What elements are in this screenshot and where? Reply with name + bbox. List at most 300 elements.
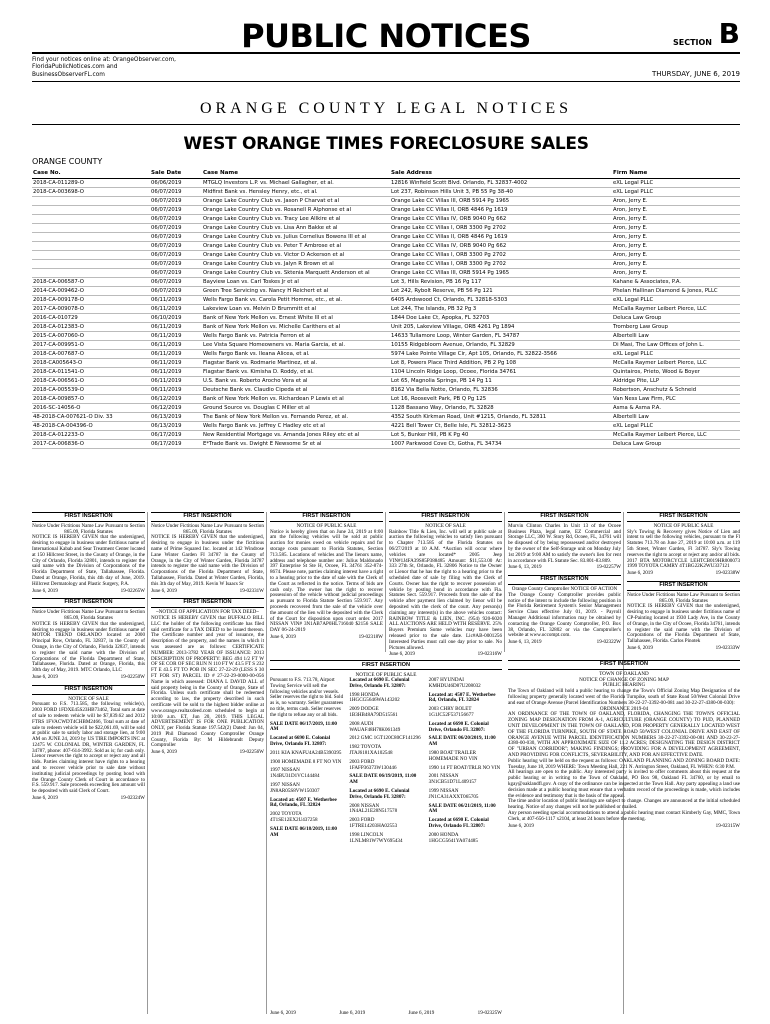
notice-code: 19-02331W <box>239 587 264 594</box>
table-cell: Aron, Jerry E. <box>612 223 740 232</box>
notice-paragraph: Any person needing special accommodations to attend a public hearing must contact Kimberly Gay, MMC, Town Clerk, at 407-656-1117 x2104, at least 24 hours before the meeting. <box>508 809 740 822</box>
table-cell: 2018-CA-009178-O <box>32 295 150 304</box>
notice-date: June 6, 2019 <box>270 633 296 640</box>
table-cell: 48-2018-CA-007621-O Div. 33 <box>32 412 150 421</box>
notice-date: June 6, 2019 <box>408 1010 435 1016</box>
table-cell: Lot 3, Hills Revision, PB 16 Pg 117 <box>390 277 612 286</box>
notice-footer <box>627 646 740 652</box>
legal-notice <box>32 685 145 802</box>
notice-footer <box>508 565 621 571</box>
notice-column-1 <box>32 512 145 1014</box>
sale-line: 2002 TOYOTA 4T1SE12EX2U437258 <box>270 811 318 823</box>
airport-towing-notice <box>270 660 502 1014</box>
header-rule <box>32 52 740 54</box>
table-cell: Lot 8, Powers Place Third Addition, PB 2 Pg 108 <box>390 358 612 367</box>
sale-line: Located at: 4507 E. Wetherbee Rd, Orlando, FL 32824 <box>270 796 337 809</box>
sale-line: 2003 FORD 1FAFP36373W130446 <box>349 758 397 771</box>
legal-notice <box>270 512 383 641</box>
table-cell: McCalla Raymer Leibert Pierce, LLC <box>612 430 740 439</box>
table-cell: 06/07/2019 <box>150 241 202 250</box>
table-cell: Orange Lake Country Club vs. Julius Cornelius Bowens III et al <box>202 232 390 241</box>
table-cell: Orange Lake Country Club vs. Sktenia Marquett Anderson et al <box>202 268 390 277</box>
table-cell: 2018-CA-005539-O <box>32 385 150 394</box>
sale-line: 2009 DODGE 1B3HB48A79D515561 <box>349 706 398 718</box>
table-cell: Aron, Jerry E. <box>612 232 740 241</box>
table-cell: Lot 237, Robinson Hills Unit 3, PB 55 Pg 38-40 <box>390 187 612 196</box>
legal-notice <box>32 512 145 594</box>
table-cell: MTGLQ Investors L.P. vs. Michael Gallagher, et al. <box>202 178 390 187</box>
notice-code: 19-02315W <box>715 822 740 829</box>
notice-date: June 6, 2019 <box>627 644 653 651</box>
date-rule <box>32 81 740 82</box>
table-row <box>32 214 740 223</box>
table-cell: Orange Lake CC Villas III, ORB 5914 Pg 1965 <box>390 196 612 205</box>
table-cell: 2018-CA-011289-O <box>32 178 150 187</box>
table-cell: 2018-CA005643-O <box>32 358 150 367</box>
notice-code: 19-02338W <box>715 570 740 577</box>
table-cell: 2015-CA-007060-O <box>32 331 150 340</box>
column-header: Case Name <box>202 169 390 178</box>
sale-line: SALE DATE 06/21/2019, 11:00 AM <box>428 802 496 815</box>
table-cell: Asma & Asma P.A. <box>612 403 740 412</box>
notice-footer <box>32 796 145 802</box>
table-cell: Bank of New York Mellon vs. Michelle Carithers et al <box>202 322 390 331</box>
notice-body: Notice is hereby given that on June 24, 2019 at 8:00 am the following vehicles will be sold at public auction for monies owed on vehicle repairs and for storage costs pursuant to Florida Statutes, Section 713.585. Locations of vehicles and The lienors name, address and telephone number are: Julius Maldonado 397 Enterprise St Ste H, Ocoee, FL 34761 352-874-8674. Please note, parties claiming interest have a right to a hearing prior to the date of sale with the Clerk of the Court as reflected in the notice. Terms of bids are cash only. The owner has the right to recover possession of the vehicle without judicial proceedings as pursuant to Florida Statute Section 559.917. Any proceeds recovered from the sale of the vehicle over the amount of the lien will be deposited with the Clerk of the Court for disposition upon court order. 2017 NISSAN VIN# 3N1AB7AP0HL716040 $2156 SALE DAY 06-24-2019 <box>270 528 383 634</box>
notice-body: NOTICE IS HEREBY GIVEN that the undersigned, desiring to engage in business under fictitious name of CP-Painting located at 1930 Lady Ave, in the County of Orange, in the City of Ocoee, Florida 34761, intends to register the said name with the Division of Corporations of the Florida Department of State, Tallahassee, Florida. Carlos Pinotek <box>627 603 740 645</box>
table-cell: 06/07/2019 <box>150 196 202 205</box>
table-cell: 06/11/2019 <box>150 349 202 358</box>
table-row <box>32 313 740 322</box>
table-cell <box>32 232 150 241</box>
sale-line: 1900 HOMEMADE 8 FT NO VIN <box>270 758 342 765</box>
table-cell: 2018-CA-003698-O <box>32 187 150 196</box>
table-cell: eXL Legal PLLC <box>612 349 740 358</box>
table-cell: 2017-CA-006836-O <box>32 439 150 448</box>
sale-line: 1990 14 FT BOAT/TRLR NO VIN <box>428 764 501 771</box>
notice-date: June 6, 2019 <box>32 673 58 680</box>
legal-notice <box>508 575 621 646</box>
table-cell: 8162 Via Bella Notte, Orlando, FL 32836 <box>390 385 612 394</box>
table-cell <box>32 196 150 205</box>
notice-body: Rainbow Title & Lien, Inc. will sell at public sale at auction the following vehicles to satisfy lien pursuant to Chapter 713.585 of the Florida Statutes on 06/27/2019 at 10 A.M. *Auction will occur where vehicles are located* 2005 Jeep VIN#1J4FA39S85P388485 Amount: $11,553.00 At: 333 27th St, Orlando, FL 32806 Notice to the Owner or Lienor that he has the right to a hearing prior to the scheduled date of sale by filing with the Clerk of Courts. Owner has the right to recover possession of vehicle by posting bond in accordance with Fla. Statutes Sect. 559.917. Proceeds from the sale of the vehicle after payment lien claimed by lienor will be deposited with the clerk of the court. Any person(s) claiming any interest(s) in the above vehicles contact: RAINBOW TITLE & LIEN, INC. (954) 920-6020 ALL AUCTIONS ARE HELD WITH RESERVE. 25% Buyers Premium Some vehicles may have been released prior to the sale date. Lic#AB-0001256 Interested Parties must call one day prior to sale. No Pictures allowed. <box>389 528 502 651</box>
table-row <box>32 367 740 376</box>
notice-body: NOTICE IS HEREBY GIVEN that BUFFALO BILL LLC the holder of the following certificate has filed said certificate for a TAX DEED to be issued thereon. The Certificate number and year of issuance, the description of the property, and the names in which it was assessed are as follows: CERTIFICATE NUMBER: 2013-3782 YEAR OF ISSUANCE: 2013 DESCRIPTION OF PROPERTY: BEG 494 1/2 FT W OF SE COR OF SEC RUN N 110 FT W 43.5 FT S 232 FT E 43.5 FT TO POB IN SEC 27-22-29 (LESS S 30 FT FOR ST) PARCEL ID # 27-22-29-0000-00-056 Name in which assessed: DIANA L DAVID ALL of said property being in the County of Orange, State of Florida. Unless such certificate shall be redeemed according to law, the property described in such certificate will be sold to the highest bidder online at www.orange.realtaxdeed.com scheduled to begin at 10:00 a.m. ET, Jun 20, 2019. THIS LEGAL ADVERTISEMENT IS FOR ONE PUBLICATION ONLY, per Florida Statute 197.542(2) Dated: Jun 04, 2019 Phil Diamond County Comptroller Orange County, Florida By: M Hildebrandt Deputy Comptroller <box>151 614 264 749</box>
table-cell: 06/07/2019 <box>150 214 202 223</box>
insertion-label: FIRST INSERTION <box>627 512 740 522</box>
notice-paragraph: The time and/or location of public hearings are subject to change. Changes are announced at the initial scheduled hearing. Notice of any changes will not be published or mailed. <box>508 798 740 811</box>
table-cell: Bank of New York Mellon vs. Richardean P Lewis et al <box>202 394 390 403</box>
sale-line: 2000 HONDA 1HGCG5641YA074485 <box>428 831 478 844</box>
table-cell: 1007 Parkwood Cove Ct, Gotha, FL 34734 <box>390 439 612 448</box>
find-line: FloridaPublicNotices.com and <box>32 64 118 71</box>
table-cell: Orange Lake CC Villas I, ORB 3300 Pg 2702 <box>390 223 612 232</box>
table-row <box>32 223 740 232</box>
table-cell: Orange Lake Country Club vs. Peter T Ambrose et al <box>202 241 390 250</box>
notice-code: 19-02325W <box>477 1010 502 1016</box>
foreclosure-sales-title: WEST ORANGE TIMES FORECLOSURE SALES <box>183 134 589 154</box>
table-row <box>32 250 740 259</box>
table-cell: eXL Legal PLLC <box>612 421 740 430</box>
sale-line: 1997 NISSAN 1N4BU31D1VC144484 <box>270 767 320 780</box>
notice-paragraph: Public hearing will be held on the request as follows: OAKLAND PLANNING AND ZONING BOARD DATE: Tuesday, June 18, 2019 WHERE: Town Meeting Hall, 221 N. Arrington Street, Oakland, FL WHEN: 6:30 P.M. <box>508 757 740 770</box>
notice-body <box>270 678 502 1008</box>
table-cell: 06/11/2019 <box>150 331 202 340</box>
notice-code: 19-02333W <box>715 644 740 651</box>
table-cell: The Bank of New York Mellon vs. Fernando Perez, et al. <box>202 412 390 421</box>
table-cell: Orange Lake Country Club vs. Jalyn R Brown et al <box>202 259 390 268</box>
notice-body: NOTICE IS HEREBY GIVEN that the undersigned, desiring to engage in business under fictitious name of MOTOR TREND ORLANDO located at 2000 Principal Row, Orlando, FL 32837, in the County of Orange, in the City of Orlando, Florida 32837, intends to register the said name with the Division of Corporations of the Florida Department of State, Tallahassee, Florida. Dated at Orange, Florida, this 30th day of May, 2019. MTC Orlando, LLC <box>32 620 145 674</box>
table-cell: Aron, Jerry E. <box>612 241 740 250</box>
table-cell: 12816 Winfield Scott Blvd. Orlando, FL 32837-4002 <box>390 178 612 187</box>
table-cell: 06/17/2019 <box>150 439 202 448</box>
table-cell: 06/13/2019 <box>150 412 202 421</box>
sale-line: Located at 6690 E. Colonial Drive, Orlando FL 32807: <box>428 817 489 829</box>
table-cell: McCalla Raymer Leibert Pierce, LLC <box>612 304 740 313</box>
legal-notice <box>151 598 264 756</box>
table-cell: Midfirst Bank vs. Hensley Henry, etc., et al. <box>202 187 390 196</box>
table-cell: 06/07/2019 <box>150 223 202 232</box>
table-cell <box>32 205 150 214</box>
table-cell: 4352 South Kirkman Road, Unit #1215, Orlando, FL 32811 <box>390 412 612 421</box>
table-cell: 06/11/2019 <box>150 367 202 376</box>
publication-date: THURSDAY, JUNE 6, 2019 <box>652 70 740 78</box>
table-cell: 06/06/2019 <box>150 178 202 187</box>
table-cell: Bank of New York Mellon vs. Ernest White III et al <box>202 313 390 322</box>
table-cell: Flagstar Bank vs. Kimisha D. Roddy, et al. <box>202 367 390 376</box>
notice-date: June 6, 2019 <box>389 651 415 658</box>
table-cell: Wells Fargo Bank vs. Carola Petit Homme, etc., et al. <box>202 295 390 304</box>
sale-line: 2003 CHRY BOLET 1G1JC52F537156677 <box>428 706 474 718</box>
notice-body: Murvin Clinton Charles In Unit 13 of the Ocoee Business Plaza, legal name, EZ Commercial and Storage LLC, 300 W. Story Rd, Ocoee, FL, 34761 will be disposed of by being repossessed and/or destroyed by the owner of the Self-Storage unit on Monday July 1st 2019 at 9:00 AM to satisfy the owner's lien for rent in accordance with FL Statute Sec. 83.801-83.809. <box>508 522 621 564</box>
table-cell: eXL Legal PLLC <box>612 295 740 304</box>
notice-body: Pursuant to F.S. 713.585, the following vehicle(s), 2003 FORD 1FDXE45S23HB73462, Total sum at date of sale to redeem vehicle will be $7,839.62 and 2012 FTRS 1FVACWDT4CHBM2466, Total sum at date of sale to redeem vehicle will be $22,061.69, will be sold at public sale to satisfy labor and storage lien, at 9:00 AM on JUNE 24, 2019 by US TIRE IMPORTS INC at 12475 W. COLONIAL DR, WINTER GARDEN, FL 34787, phone: 407-614-3992. Sold as is; for cash only. Lienor reserves the right to accept or reject any and all bids. Parties claiming interest have rights to a hearing and to recover vehicle prior to sale date without instituting judicial proceedings by posting bond with the Orange County Clerk of Court in accordance to F.S. 559.917. Sale proceeds exceeding lien amount will be deposited with said Clerk of Court. <box>32 701 145 795</box>
column-header: Sale Address <box>390 169 612 178</box>
table-cell: 2018-CA-011541-O <box>32 367 150 376</box>
table-cell: Orange Lake CC Villas I, ORB 3300 Pg 2702 <box>390 250 612 259</box>
table-cell: Orange Lake CC Villas IV, ORB 9040 Pg 662 <box>390 241 612 250</box>
table-cell: 06/07/2019 <box>150 250 202 259</box>
column-header: Firm Name <box>612 169 740 178</box>
table-row <box>32 331 740 340</box>
table-cell: 2014-CA-009462-O <box>32 286 150 295</box>
table-cell: eXL Legal PLLC <box>612 178 740 187</box>
insertion-label: FIRST INSERTION <box>389 512 502 522</box>
legal-notice <box>627 581 740 652</box>
table-cell: Orange Lake CC Villas III, ORB 5914 Pg 1965 <box>390 268 612 277</box>
table-cell: Di Masi, The Law Offices of John L. <box>612 340 740 349</box>
table-cell: Aldridge Pite, LLP <box>612 376 740 385</box>
table-cell: 10155 Ridgebloom Avenue, Orlando, FL 32829 <box>390 340 612 349</box>
foreclosure-sales-table <box>32 169 740 449</box>
table-cell: Lot 244, The Islands, PB 32 Pg 3 <box>390 304 612 313</box>
table-row <box>32 340 740 349</box>
notice-code: 19-02257W <box>596 564 621 571</box>
table-cell: McCalla Raymer Leibert Pierce, LLC <box>612 358 740 367</box>
table-cell: Orange Lake Country Club vs. Victor D Ackerson et al <box>202 250 390 259</box>
notice-footer <box>270 635 383 641</box>
banner-rule <box>32 124 740 125</box>
notice-paragraph: The Town of Oakland will hold a public hearing to change the Town's Official Zoning Map Designation of the following property generally located west of the Florida Turnpike, south of State Road 50/West Colonial Drive and east of Orange Avenue (Parcel Identification Numbers 30-22-27-3392-00-081 and 30-22-27-4380-00-030): <box>508 688 740 706</box>
ordinance-number: ORDINANCE 2019-04 <box>599 705 649 712</box>
table-row <box>32 421 740 430</box>
table-cell: 06/07/2019 <box>150 205 202 214</box>
table-cell: 2018-CA-009857-O <box>32 394 150 403</box>
table-header-row <box>32 169 740 178</box>
table-row <box>32 358 740 367</box>
sale-line: 2012 GMC 1GT120C80CF141296 <box>349 735 421 742</box>
sale-line: 2008 NISSAN 1N4AL21E28N517578 <box>349 802 398 815</box>
notice-code: 19-02318W <box>358 633 383 640</box>
notice-date: June 6, 2019 <box>627 570 653 577</box>
notice-date: June 6, 2019 <box>32 587 58 594</box>
table-cell: Robertson, Anschutz & Schneid <box>612 385 740 394</box>
table-cell: 06/11/2019 <box>150 340 202 349</box>
notice-code: 19-02256W <box>239 749 264 756</box>
sale-line: SALE DATE 06/20/2019, 11:00 AM <box>428 735 496 748</box>
notice-heading: PUBLIC HEARING <box>602 682 646 689</box>
sale-line: 2007 HYUNDAI KMHDU46D87U208032 <box>428 677 481 689</box>
table-cell: 2016-CA-010729 <box>32 313 150 322</box>
legal-notices-area <box>32 512 740 1014</box>
column-header: Case No. <box>32 169 150 178</box>
notice-date: June 6, 2019 <box>508 822 534 829</box>
table-cell: 14633 Tullamore Loop, Winter Garden, FL 34787 <box>390 331 612 340</box>
table-cell: Orange Lake CC Villas II, ORB 4846 Pg 1619 <box>390 205 612 214</box>
table-row <box>32 322 740 331</box>
notice-code: 19-02250W <box>120 673 145 680</box>
find-line: Find your notices online at: OrangeObserver.com, <box>32 57 177 63</box>
notice-date: June 6, 13, 2019 <box>508 564 542 571</box>
table-cell: Orange Lake CC Villas II, ORB 4846 Pg 1619 <box>390 232 612 241</box>
table-cell: Deluca Law Group <box>612 313 740 322</box>
notice-date: June 6, 2019 <box>339 1010 366 1016</box>
insertion-label: FIRST INSERTION <box>508 512 621 522</box>
sale-line: 1997 NISSAN JN8AR05S8VW150307 <box>270 781 320 794</box>
table-cell: Green Tree Servicing vs. Nancy H Reichert et al <box>202 286 390 295</box>
sale-line: 1980 BOAT TRAILER HOMEMADE NO VIN <box>428 749 478 762</box>
sale-line: Located at 6690 E. Colonial Drive, Orlando FL 32807: <box>270 735 331 747</box>
table-cell: Van Ness Law Firm, PLC <box>612 394 740 403</box>
find-line: BusinessObserverFL.com <box>32 71 105 78</box>
table-cell: 6405 Ardswood Ct, Orlando, FL 32818-5303 <box>390 295 612 304</box>
table-cell: Flagstar Bank vs. Rodmarie Martinez, et al. <box>202 358 390 367</box>
table-cell: Albertelli Law <box>612 412 740 421</box>
table-cell: 48-2018-CA-004396-O <box>32 421 150 430</box>
sale-line: 2008 AUDI WAUAF48H78K061349 <box>349 720 401 733</box>
table-cell: Aron, Jerry E. <box>612 250 740 259</box>
legal-notice <box>508 512 621 571</box>
sale-line: 1998 HONDA 1HGCG5646WA143202 <box>349 691 400 704</box>
notice-column-3 <box>270 512 383 652</box>
table-cell: 2017-CA-009078-O <box>32 304 150 313</box>
table-cell: 2017-CA-009951-O <box>32 340 150 349</box>
notice-heading: NOTICE OF CHANGE OF ZONING MAP <box>579 676 669 683</box>
table-cell <box>32 250 150 259</box>
table-cell: New Residential Mortgage vs. Amanda Jones Riley etc et al <box>202 430 390 439</box>
insertion-label: FIRST INSERTION <box>508 575 621 585</box>
table-cell: 06/17/2019 <box>150 430 202 439</box>
notice-code: 19-02322W <box>596 639 621 646</box>
table-cell: 06/12/2019 <box>150 403 202 412</box>
insertion-label: FIRST INSERTION <box>32 685 145 695</box>
notice-heading: Notice Under Fictitious Name Law Pursuant to Section 865.09, Florida Statutes <box>627 591 740 604</box>
sale-line: Located at: 4507 E. Wetherbee Rd, Orlando, FL 32824 <box>428 691 496 704</box>
notice-footer <box>389 652 502 658</box>
insertion-label: FIRST INSERTION <box>508 660 740 670</box>
notice-body: Sly's Towing & Recovery gives Notice of Lien and intent to sell the following vehicles, pursuant to the Fl Statutes 713.78 on June 27, 2019 at 10:00 a.m. at 119 5th Street, Winter Garden, Fl 34787. Sly's Towing reserves the right to accept or reject any and/or all bids. 2017 BTA MOTORCYCLE LEHTCB019HR000073 1999 TOYOTA CAMRY 4T1BG22K2WU337121 <box>627 528 741 570</box>
table-cell: 06/07/2019 <box>150 187 202 196</box>
find-notices-online <box>32 57 176 79</box>
table-cell: Lot 5, Bunker Hill, PB K Pg 40 <box>390 430 612 439</box>
table-cell: 1104 Lincoln Ridge Loop, Ocoee, Florida 34761 <box>390 367 612 376</box>
notice-heading: Orange County Comptroller NOTICE OF ACTION <box>511 585 618 592</box>
notice-heading: NOTICE OF SALE <box>425 522 466 529</box>
table-cell: 06/12/2019 <box>150 394 202 403</box>
section-label: SECTION <box>672 38 712 47</box>
legal-notice <box>627 512 740 577</box>
table-row <box>32 412 740 421</box>
table-cell: Orange Lake Country Club vs. Rosanell R Alphonse et al <box>202 205 390 214</box>
table-cell: E*Trade Bank vs. Dwight E Newsome Sr et al <box>202 439 390 448</box>
notice-column-2 <box>151 512 264 1014</box>
table-cell <box>32 268 150 277</box>
table-cell: Kahane & Associates, P.A. <box>612 277 740 286</box>
table-cell: Orange Lake Country Club vs. Tracy Lee Allkire et al <box>202 214 390 223</box>
notice-paragraph: AN ORDINANCE OF THE TOWN OF OAKLAND, FLORIDA, CHANGING THE TOWN'S OFFICIAL ZONING MAP DESIGNATION FROM A-1, AGRICULTURE (ORANGE COUNTY) TO PUD, PLANNED UNIT DEVELOPMENT IN THE TOWN OF OAKLAND, FOR PROPERTY GENERALLY LOCATED WEST OF THE FLORIDA TURNPIKE, SOUTH OF STATE ROAD 50/WEST COLONIAL DRIVE AND EAST OF ORANGE AVENUE WITH PARCEL IDENTIFICATION NUMBERS 30-22-27-3392-00-081 AND 30-22-27-4380-00-030, WITH AN APPROXIMATE SIZE OF 11.2 ACRES; DESIGNATING THE DESIGN DISTRICT OF "URBAN CORRIDOR"; MAKING FINDINGS; PROVIDING FOR A DEVELOPMENT AGREEMENT, AND PROVIDING FOR CONFLICTS, SEVERABILITY, AND FOR AN EFFECTIVE DATE. <box>508 711 740 758</box>
notice-paragraph: All hearings are open to the public. Any interested party is invited to offer comments about this request at the public hearing or in writing to the Town of Oakland, PO Box 98, Oakland FL 34760, or by email to kgay@oaklandfl.gov. A copy of the ordinance can be inspected at the Town Hall. Any party appealing a land use decision made at a public hearing must ensure that a verbatim record of the proceedings is made, which includes the evidence and testimony that is the basis of the appeal. <box>508 769 740 799</box>
table-row <box>32 232 740 241</box>
table-row <box>32 349 740 358</box>
sale-line: Pursuant to F.S. 713.78, Airport Towing Service will sell the following vehicles and/or vessels. Seller reserves the right to bid. Sold as is, no warranty. Seller guarantees no title, terms cash. Seller reserves the right to refuse any or all bids. <box>270 677 344 718</box>
table-cell: Aron, Jerry E. <box>612 214 740 223</box>
table-cell: 5974 Lake Pointe Village Cir, Apt 105, Orlando, FL 32822-3566 <box>390 349 612 358</box>
notice-footer <box>627 571 740 577</box>
table-cell <box>32 259 150 268</box>
sale-line: 2003 FORD 1FTRE14203HA02553 <box>349 817 398 829</box>
notice-footer <box>508 824 740 830</box>
table-cell: 2018-CA-006561-O <box>32 376 150 385</box>
table-row <box>32 304 740 313</box>
table-cell: Tromberg Law Group <box>612 322 740 331</box>
table-row <box>32 295 740 304</box>
table-cell: 06/07/2019 <box>150 259 202 268</box>
notice-heading: NOTICE OF SALE <box>68 695 109 702</box>
table-cell: Aron, Jerry E. <box>612 259 740 268</box>
table-cell: 2018-CA-007687-O <box>32 349 150 358</box>
table-cell: 06/11/2019 <box>150 385 202 394</box>
table-row <box>32 241 740 250</box>
insertion-label: FIRST INSERTION <box>32 598 145 608</box>
table-cell: 06/11/2019 <box>150 358 202 367</box>
table-row <box>32 277 740 286</box>
sale-line: 1999 NISSAN JN1CA31AXXT065705 <box>428 787 479 800</box>
table-cell: 06/07/2019 <box>150 268 202 277</box>
table-cell: Orange Lake Country Club vs. Lisa Ann Bakke et al <box>202 223 390 232</box>
insertion-label: FIRST INSERTION <box>151 598 264 608</box>
notice-footer <box>508 640 621 646</box>
table-row <box>32 394 740 403</box>
table-cell: Unit 205, Lakeview Village, ORB 4261 Pg 1894 <box>390 322 612 331</box>
notice-heading: NOTICE OF PUBLIC SALE <box>653 522 714 529</box>
table-cell: 06/07/2019 <box>150 277 202 286</box>
notice-code: 19-02265W <box>120 587 145 594</box>
table-row <box>32 385 740 394</box>
sale-line: 1998 LINCOLN 1LNLM81W7WY695434 <box>349 831 403 844</box>
table-cell: Aron, Jerry E. <box>612 268 740 277</box>
notice-heading: Notice Under Fictitious Name Law Pursuant to Section 865.09, Florida Statutes <box>32 609 145 621</box>
table-cell: 06/07/2019 <box>150 286 202 295</box>
notice-heading: ~NOTICE OF APPLICATION FOR TAX DEED~ <box>155 609 260 616</box>
county-label: ORANGE COUNTY <box>32 157 103 166</box>
notice-date: June 6, 2019 <box>151 749 177 756</box>
section-letter: B <box>718 17 740 50</box>
insertion-label: FIRST INSERTION <box>270 512 383 522</box>
table-row <box>32 439 740 448</box>
table-cell: Deutsche Bank vs. Claudio Cipeda et al <box>202 385 390 394</box>
table-cell: 1844 Doe Lake Ct, Apopka, FL 32703 <box>390 313 612 322</box>
table-cell: Aron, Jerry E. <box>612 205 740 214</box>
table-cell: Orange Lake CC Villas IV, ORB 9040 Pg 662 <box>390 214 612 223</box>
publication-title: PUBLIC NOTICES <box>241 17 531 55</box>
table-cell: 2018-CA-006587-O <box>32 277 150 286</box>
table-cell: 06/10/2019 <box>150 313 202 322</box>
insertion-label: FIRST INSERTION <box>627 581 740 591</box>
notice-code: 19-02324W <box>120 795 145 802</box>
table-row <box>32 403 740 412</box>
table-row <box>32 268 740 277</box>
notice-date: June 6, 2019 <box>151 587 177 594</box>
table-cell: 06/13/2019 <box>150 421 202 430</box>
notice-heading: TOWN OF OAKLAND <box>599 670 649 677</box>
sale-line: Located at 6690 E. Colonial Drive, Orlando FL 32807: <box>428 720 489 733</box>
notice-footer <box>151 750 264 756</box>
table-cell: 1128 Bassano Way, Orlando, FL 32828 <box>390 403 612 412</box>
notice-footer <box>32 589 145 595</box>
county-legal-notices-banner: ORANGE COUNTY LEGAL NOTICES <box>199 100 573 117</box>
table-cell: 4221 Bell Tower Ct, Belle Isle, FL 32812-3623 <box>390 421 612 430</box>
notice-heading: Notice Under Fictitious Name Law Pursuant to Section 865.09, Florida Statutes <box>151 522 264 535</box>
sale-line: Located at 6690 E. Colonial Drive, Orlando FL 32807: <box>349 677 410 689</box>
notice-date: June 6, 2019 <box>270 1010 296 1016</box>
table-cell: Lot 16, Roosevelt Park, PB Q Pg 125 <box>390 394 612 403</box>
table-cell: U.S. Bank vs. Roberto Arocho Vera et al <box>202 376 390 385</box>
table-cell <box>32 214 150 223</box>
notice-date: June 6, 2019 <box>32 795 58 802</box>
notice-footer <box>32 675 145 681</box>
table-row <box>32 205 740 214</box>
notice-footer <box>270 1010 502 1016</box>
table-cell: 06/11/2019 <box>150 295 202 304</box>
sale-line: SALE DATE 06/19/2019, 11:00 AM <box>349 773 417 786</box>
table-row <box>32 187 740 196</box>
table-cell <box>32 241 150 250</box>
notice-date: June 6, 13, 2019 <box>508 639 542 646</box>
table-cell: Wells Fargo Bank vs. Jeffrey C Hadley etc et al <box>202 421 390 430</box>
insertion-label: FIRST INSERTION <box>270 660 502 670</box>
sale-line: 1982 TOYOTA JTAJ6181XA102548 <box>349 744 393 756</box>
notice-heading: NOTICE OF PUBLIC SALE <box>355 672 417 678</box>
notice-heading: NOTICE OF PUBLIC SALE <box>296 522 357 529</box>
notice-heading: Notice Under Fictitious Name Law Pursuant to Section 865.09, Florida Statutes <box>32 522 145 535</box>
table-row <box>32 259 740 268</box>
table-cell: 2016-SC-14056-O <box>32 403 150 412</box>
table-cell: Lot 242, Rybolt Reserve, PB 56 Pg 121 <box>390 286 612 295</box>
table-cell: Lot 65, Magnolia Springs, PB 14 Pg 11 <box>390 376 612 385</box>
notice-body: NOTICE IS HEREBY GIVEN that the undersigned, desiring to engage in business under the fictitious name of Prime Squared Inc. located at 142 Windrose Lane Winter Garden FI 34787 in the County of Orange, in the City of Winter Garden, Florida 34787 intends to register the said name with the Division of Corporations of the Florida Department of State, Tallahassee, Florida. Dated at Winter Garden, Florida, this 3th day of May, 2019. Kevin W Isaacs Sr <box>151 534 264 587</box>
table-cell: 06/11/2019 <box>150 304 202 313</box>
table-cell: Wells Fargo Bank vs. Ileana Alicea, et al. <box>202 349 390 358</box>
table-cell: 06/11/2019 <box>150 376 202 385</box>
